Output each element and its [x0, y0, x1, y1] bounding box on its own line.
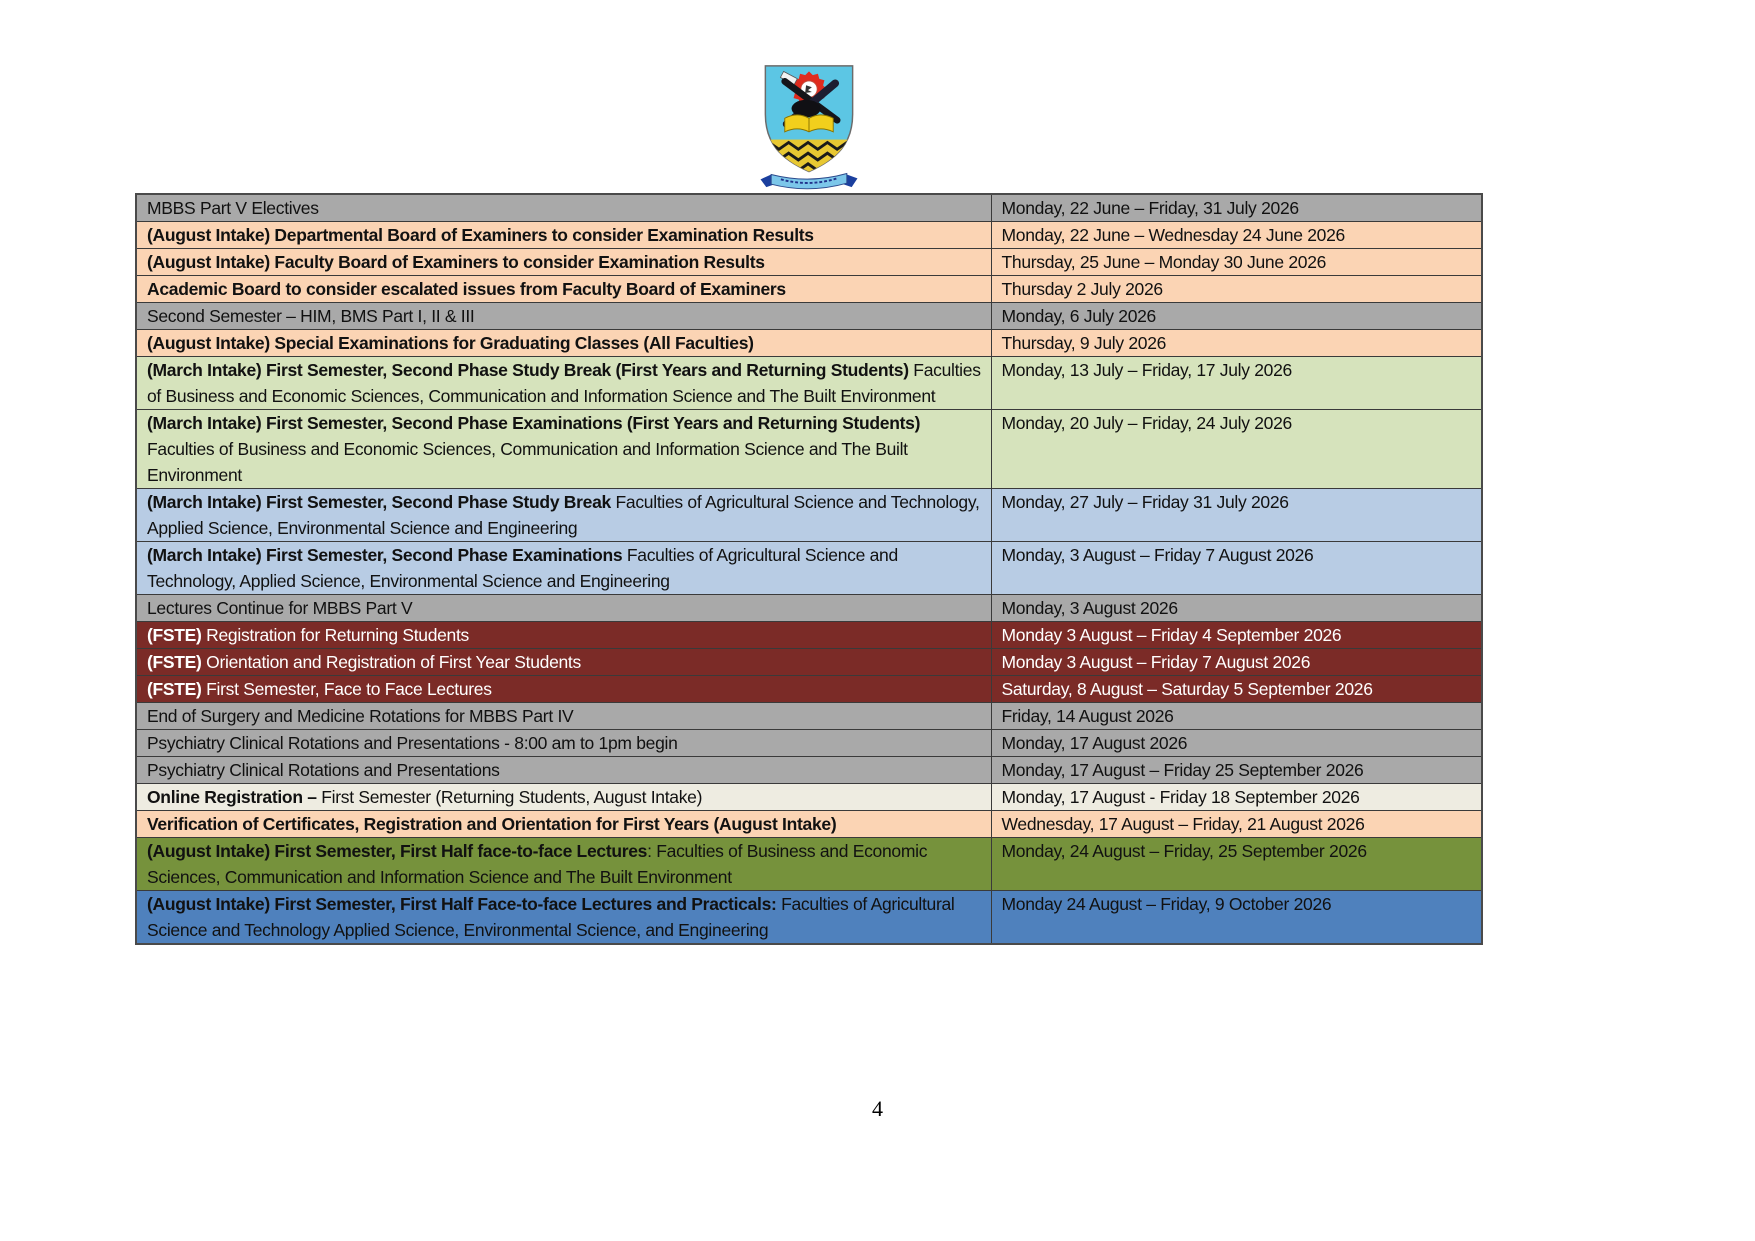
date-cell: Monday, 17 August 2026: [991, 730, 1482, 757]
university-crest-logo: [748, 62, 870, 190]
date-cell: Friday, 14 August 2026: [991, 703, 1482, 730]
table-row: [136, 249, 1482, 276]
date-cell: Thursday 2 July 2026: [991, 276, 1482, 303]
date-cell: Monday, 24 August – Friday, 25 September 2026: [991, 838, 1482, 891]
event-cell: MBBS Part V Electives: [136, 194, 991, 222]
date-cell: Monday, 3 August – Friday 7 August 2026: [991, 542, 1482, 595]
table-row: [136, 542, 1482, 595]
event-cell: Second Semester – HIM, BMS Part I, II & III: [136, 303, 991, 330]
date-cell: Thursday, 25 June – Monday 30 June 2026: [991, 249, 1482, 276]
table-row: [136, 703, 1482, 730]
date-cell: Wednesday, 17 August – Friday, 21 August 2026: [991, 811, 1482, 838]
event-cell: (March Intake) First Semester, Second Phase Examinations (First Years and Returning Students) Faculties of Business and Economic Sciences, Communication and Information Science and The Built Environment: [136, 410, 991, 489]
event-cell: (March Intake) First Semester, Second Phase Study Break Faculties of Agricultural Science and Technology, Applied Science, Environmental Science and Engineering: [136, 489, 991, 542]
event-cell: Psychiatry Clinical Rotations and Presentations - 8:00 am to 1pm begin: [136, 730, 991, 757]
table-row: [136, 410, 1482, 489]
date-cell: Thursday, 9 July 2026: [991, 330, 1482, 357]
academic-calendar-table: [135, 193, 1483, 945]
table-row: [136, 357, 1482, 410]
table-row: [136, 622, 1482, 649]
table-row: [136, 838, 1482, 891]
date-cell: Monday 3 August – Friday 4 September 2026: [991, 622, 1482, 649]
event-cell: Psychiatry Clinical Rotations and Presentations: [136, 757, 991, 784]
date-cell: Monday, 22 June – Wednesday 24 June 2026: [991, 222, 1482, 249]
crest-chevron-pattern: [760, 140, 857, 175]
date-cell: Monday 24 August – Friday, 9 October 2026: [991, 891, 1482, 945]
table-row: [136, 303, 1482, 330]
table-row: [136, 676, 1482, 703]
table-row: [136, 595, 1482, 622]
date-cell: Monday, 20 July – Friday, 24 July 2026: [991, 410, 1482, 489]
crest-motto-banner: [761, 174, 858, 189]
date-cell: Monday, 17 August - Friday 18 September 2026: [991, 784, 1482, 811]
event-cell: (August Intake) Special Examinations for Graduating Classes (All Faculties): [136, 330, 991, 357]
event-cell: (March Intake) First Semester, Second Phase Study Break (First Years and Returning Students) Faculties of Business and Economic Sciences, Communication and Information Science and The Built Environment: [136, 357, 991, 410]
crest-svg: [748, 62, 870, 190]
event-cell: Academic Board to consider escalated issues from Faculty Board of Examiners: [136, 276, 991, 303]
date-cell: Monday, 17 August – Friday 25 September 2026: [991, 757, 1482, 784]
date-cell: Saturday, 8 August – Saturday 5 September 2026: [991, 676, 1482, 703]
table-row: [136, 730, 1482, 757]
table-row: [136, 222, 1482, 249]
table-row: [136, 330, 1482, 357]
event-cell: Lectures Continue for MBBS Part V: [136, 595, 991, 622]
event-cell: (August Intake) Departmental Board of Examiners to consider Examination Results: [136, 222, 991, 249]
event-cell: (August Intake) First Semester, First Half face-to-face Lectures: Faculties of Business and Economic Sciences, Communication and Information Science and The Built Environment: [136, 838, 991, 891]
event-cell: (August Intake) Faculty Board of Examiners to consider Examination Results: [136, 249, 991, 276]
date-cell: Monday, 6 July 2026: [991, 303, 1482, 330]
calendar-table-body: [136, 194, 1482, 944]
table-row: [136, 757, 1482, 784]
table-row: [136, 489, 1482, 542]
event-cell: (FSTE) Registration for Returning Students: [136, 622, 991, 649]
event-cell: (March Intake) First Semester, Second Phase Examinations Faculties of Agricultural Science and Technology, Applied Science, Environmental Science and Engineering: [136, 542, 991, 595]
page-number: 4: [872, 1096, 883, 1121]
table-row: [136, 649, 1482, 676]
event-cell: Verification of Certificates, Registration and Orientation for First Years (August Intake): [136, 811, 991, 838]
event-cell: (FSTE) First Semester, Face to Face Lectures: [136, 676, 991, 703]
date-cell: Monday 3 August – Friday 7 August 2026: [991, 649, 1482, 676]
event-cell: End of Surgery and Medicine Rotations for MBBS Part IV: [136, 703, 991, 730]
event-cell: (August Intake) First Semester, First Half Face-to-face Lectures and Practicals: Faculties of Agricultural Science and Technology Applied Science, Environmental Science, and Engineering: [136, 891, 991, 945]
table-row: [136, 276, 1482, 303]
date-cell: Monday, 27 July – Friday 31 July 2026: [991, 489, 1482, 542]
date-cell: Monday, 3 August 2026: [991, 595, 1482, 622]
date-cell: Monday, 22 June – Friday, 31 July 2026: [991, 194, 1482, 222]
table-row: [136, 194, 1482, 222]
event-cell: (FSTE) Orientation and Registration of First Year Students: [136, 649, 991, 676]
table-row: [136, 811, 1482, 838]
table-row: [136, 891, 1482, 945]
table-row: [136, 784, 1482, 811]
date-cell: Monday, 13 July – Friday, 17 July 2026: [991, 357, 1482, 410]
event-cell: Online Registration – First Semester (Returning Students, August Intake): [136, 784, 991, 811]
